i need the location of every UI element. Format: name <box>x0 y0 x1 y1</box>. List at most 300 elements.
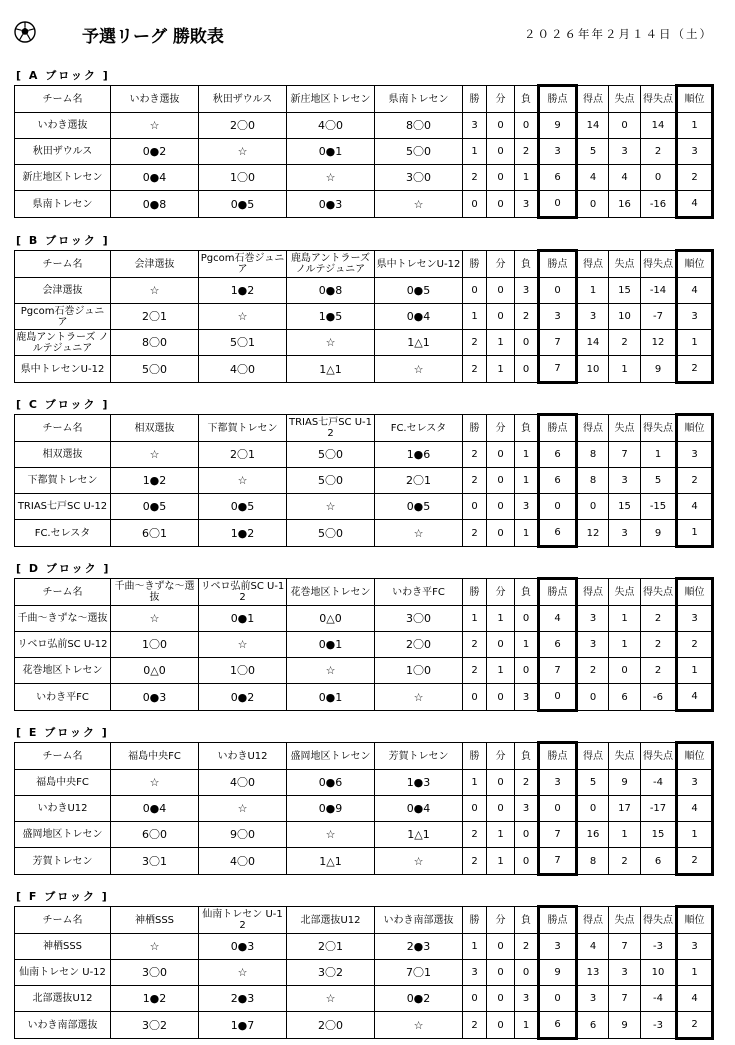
wins-cell: 0 <box>463 796 487 822</box>
rank-cell: 2 <box>677 1012 713 1039</box>
block-c-label: [ C ブロック ] <box>16 398 110 411</box>
losses-header: 負 <box>515 86 539 113</box>
table-row <box>15 822 713 848</box>
table-row <box>15 986 713 1012</box>
result-cell: 1△1 <box>287 848 375 875</box>
draws-cell: 0 <box>487 520 515 547</box>
opponent-header: いわき南部選抜 <box>375 907 463 934</box>
rank-cell: 1 <box>677 822 713 848</box>
goal-difference-cell: 14 <box>641 113 677 139</box>
rank-cell: 3 <box>677 606 713 632</box>
goal-difference-header: 得失点 <box>641 743 677 770</box>
result-cell: 2〇0 <box>287 1012 375 1039</box>
result-cell: 4〇0 <box>199 848 287 875</box>
points-header: 勝点 <box>539 907 577 934</box>
draws-cell: 1 <box>487 606 515 632</box>
points-cell: 0 <box>539 796 577 822</box>
team-name: TRIAS七戸SC U-12 <box>15 494 111 520</box>
goal-difference-cell: 2 <box>641 606 677 632</box>
draws-cell: 0 <box>487 796 515 822</box>
team-name: 相双選抜 <box>15 442 111 468</box>
goal-difference-cell: 2 <box>641 632 677 658</box>
wins-header: 勝 <box>463 415 487 442</box>
result-cell: ☆ <box>287 165 375 191</box>
points-cell: 6 <box>539 442 577 468</box>
page-title: 予選リーグ 勝敗表 <box>82 27 224 47</box>
goal-difference-cell: 2 <box>641 658 677 684</box>
result-cell: 2〇1 <box>199 442 287 468</box>
result-cell: 1●2 <box>199 520 287 547</box>
team-name: 芳賀トレセン <box>15 848 111 875</box>
points-cell: 7 <box>539 658 577 684</box>
goals-for-cell: 4 <box>577 934 609 960</box>
opponent-header: Pgcom石巻ジュニア <box>199 251 287 278</box>
result-cell: 4〇0 <box>199 770 287 796</box>
goals-for-cell: 5 <box>577 139 609 165</box>
losses-cell: 1 <box>515 1012 539 1039</box>
rank-header: 順位 <box>677 743 713 770</box>
goals-for-cell: 3 <box>577 986 609 1012</box>
opponent-header: FC.セレスタ <box>375 415 463 442</box>
result-cell: 0●3 <box>199 934 287 960</box>
goal-difference-cell: 0 <box>641 165 677 191</box>
result-cell: 2〇0 <box>375 632 463 658</box>
result-cell: 1〇0 <box>375 658 463 684</box>
losses-cell: 3 <box>515 796 539 822</box>
wins-cell: 1 <box>463 770 487 796</box>
points-cell: 6 <box>539 468 577 494</box>
opponent-header: 相双選抜 <box>111 415 199 442</box>
result-cell: 1△1 <box>375 822 463 848</box>
result-cell: 8〇0 <box>375 113 463 139</box>
team-name: 新庄地区トレセン <box>15 165 111 191</box>
result-cell: 0△0 <box>111 658 199 684</box>
goal-difference-cell: 10 <box>641 960 677 986</box>
rank-cell: 2 <box>677 468 713 494</box>
losses-header: 負 <box>515 579 539 606</box>
losses-cell: 0 <box>515 606 539 632</box>
result-cell: 0●2 <box>199 684 287 711</box>
goal-difference-cell: 12 <box>641 330 677 356</box>
table-row <box>15 494 713 520</box>
losses-header: 負 <box>515 907 539 934</box>
goals-against-cell: 1 <box>609 822 641 848</box>
result-cell: 7〇1 <box>375 960 463 986</box>
goals-against-cell: 15 <box>609 494 641 520</box>
goal-difference-cell: -17 <box>641 796 677 822</box>
result-cell: 5〇0 <box>287 468 375 494</box>
losses-cell: 2 <box>515 934 539 960</box>
opponent-header: 千曲～きずな～選抜 <box>111 579 199 606</box>
page-header <box>0 0 735 60</box>
result-cell: ☆ <box>375 191 463 218</box>
draws-cell: 0 <box>487 960 515 986</box>
table-row <box>15 356 713 383</box>
rank-cell: 3 <box>677 934 713 960</box>
header-row <box>15 251 713 278</box>
table-row <box>15 796 713 822</box>
goals-for-cell: 3 <box>577 632 609 658</box>
points-cell: 0 <box>539 191 577 218</box>
result-cell: 3〇2 <box>111 1012 199 1039</box>
result-cell: 0●5 <box>199 191 287 218</box>
team-name: 秋田ザウルス <box>15 139 111 165</box>
goals-for-cell: 3 <box>577 606 609 632</box>
opponent-header: いわき選抜 <box>111 86 199 113</box>
wins-cell: 2 <box>463 165 487 191</box>
rank-cell: 3 <box>677 770 713 796</box>
result-cell: 0●4 <box>375 304 463 330</box>
goal-difference-header: 得失点 <box>641 86 677 113</box>
rank-cell: 1 <box>677 658 713 684</box>
result-cell: ☆ <box>287 986 375 1012</box>
result-cell: ☆ <box>375 520 463 547</box>
result-cell: ☆ <box>199 960 287 986</box>
team-column-header: チーム名 <box>15 579 111 606</box>
header-row <box>15 743 713 770</box>
points-cell: 3 <box>539 934 577 960</box>
wins-cell: 0 <box>463 278 487 304</box>
wins-cell: 1 <box>463 934 487 960</box>
goals-against-header: 失点 <box>609 743 641 770</box>
result-cell: 3〇0 <box>111 960 199 986</box>
points-cell: 7 <box>539 822 577 848</box>
goal-difference-cell: -6 <box>641 684 677 711</box>
draws-cell: 0 <box>487 191 515 218</box>
goals-against-cell: 2 <box>609 330 641 356</box>
goals-against-header: 失点 <box>609 251 641 278</box>
result-cell: 1〇0 <box>199 658 287 684</box>
draws-cell: 0 <box>487 113 515 139</box>
rank-cell: 2 <box>677 165 713 191</box>
result-cell: 0●1 <box>199 606 287 632</box>
rank-cell: 4 <box>677 494 713 520</box>
result-cell: 5〇0 <box>287 442 375 468</box>
losses-cell: 0 <box>515 960 539 986</box>
result-cell: 2●3 <box>375 934 463 960</box>
result-cell: 3〇0 <box>375 165 463 191</box>
result-cell: 0●3 <box>287 191 375 218</box>
wins-cell: 1 <box>463 139 487 165</box>
result-cell: 6〇1 <box>111 520 199 547</box>
draws-cell: 1 <box>487 330 515 356</box>
wins-cell: 2 <box>463 356 487 383</box>
block-a-table <box>14 84 714 219</box>
losses-cell: 0 <box>515 330 539 356</box>
table-row <box>15 139 713 165</box>
result-cell: 0●4 <box>111 165 199 191</box>
rank-cell: 2 <box>677 356 713 383</box>
losses-cell: 1 <box>515 442 539 468</box>
goal-difference-cell: -14 <box>641 278 677 304</box>
team-name: 花巻地区トレセン <box>15 658 111 684</box>
goal-difference-header: 得失点 <box>641 251 677 278</box>
table-row <box>15 442 713 468</box>
opponent-header: 県南トレセン <box>375 86 463 113</box>
draws-cell: 0 <box>487 165 515 191</box>
losses-cell: 0 <box>515 822 539 848</box>
goals-for-header: 得点 <box>577 579 609 606</box>
result-cell: 2〇1 <box>111 304 199 330</box>
block-c-table <box>14 413 714 548</box>
table-row <box>15 632 713 658</box>
opponent-header: いわきU12 <box>199 743 287 770</box>
table-row <box>15 165 713 191</box>
event-date: ２０２６年年２月１４日（土） <box>524 27 713 41</box>
points-cell: 6 <box>539 165 577 191</box>
header-row <box>15 415 713 442</box>
goals-against-cell: 1 <box>609 606 641 632</box>
table-row <box>15 468 713 494</box>
goals-against-cell: 1 <box>609 356 641 383</box>
goals-for-cell: 13 <box>577 960 609 986</box>
draws-cell: 0 <box>487 278 515 304</box>
result-cell: 1〇0 <box>199 165 287 191</box>
result-cell: 1●2 <box>199 278 287 304</box>
rank-header: 順位 <box>677 579 713 606</box>
goals-for-header: 得点 <box>577 251 609 278</box>
points-cell: 3 <box>539 770 577 796</box>
result-cell: 1●5 <box>287 304 375 330</box>
result-cell: ☆ <box>111 606 199 632</box>
block-d-label: [ D ブロック ] <box>16 562 111 575</box>
wins-cell: 3 <box>463 960 487 986</box>
losses-cell: 2 <box>515 304 539 330</box>
points-cell: 0 <box>539 684 577 711</box>
table-row <box>15 520 713 547</box>
header-row <box>15 579 713 606</box>
team-name: リベロ弘前SC U-12 <box>15 632 111 658</box>
rank-header: 順位 <box>677 415 713 442</box>
result-cell: 2〇1 <box>375 468 463 494</box>
rank-cell: 1 <box>677 330 713 356</box>
rank-cell: 3 <box>677 304 713 330</box>
rank-cell: 4 <box>677 684 713 711</box>
losses-cell: 0 <box>515 113 539 139</box>
opponent-header: リベロ弘前SC U-12 <box>199 579 287 606</box>
wins-header: 勝 <box>463 907 487 934</box>
opponent-header: いわき平FC <box>375 579 463 606</box>
wins-cell: 2 <box>463 442 487 468</box>
result-cell: 1〇0 <box>111 632 199 658</box>
team-column-header: チーム名 <box>15 251 111 278</box>
result-cell: 1●7 <box>199 1012 287 1039</box>
rank-cell: 1 <box>677 960 713 986</box>
goal-difference-cell: -4 <box>641 770 677 796</box>
draws-cell: 0 <box>487 770 515 796</box>
result-cell: 4〇0 <box>199 356 287 383</box>
goals-for-cell: 8 <box>577 442 609 468</box>
goals-for-cell: 4 <box>577 165 609 191</box>
goals-against-cell: 7 <box>609 986 641 1012</box>
opponent-header: 県中トレセンU-12 <box>375 251 463 278</box>
result-cell: 1△1 <box>287 356 375 383</box>
table-row <box>15 304 713 330</box>
points-cell: 3 <box>539 139 577 165</box>
block-f-table <box>14 905 714 1040</box>
wins-header: 勝 <box>463 743 487 770</box>
result-cell: 5〇0 <box>375 139 463 165</box>
table-row <box>15 658 713 684</box>
goal-difference-cell: -4 <box>641 986 677 1012</box>
team-name: 仙南トレセン U-12 <box>15 960 111 986</box>
goal-difference-cell: 15 <box>641 822 677 848</box>
team-column-header: チーム名 <box>15 907 111 934</box>
draws-header: 分 <box>487 743 515 770</box>
goal-difference-cell: 1 <box>641 442 677 468</box>
result-cell: 0●2 <box>375 986 463 1012</box>
points-cell: 7 <box>539 330 577 356</box>
draws-cell: 1 <box>487 822 515 848</box>
team-name: 盛岡地区トレセン <box>15 822 111 848</box>
opponent-header: 秋田ザウルス <box>199 86 287 113</box>
losses-cell: 1 <box>515 165 539 191</box>
draws-cell: 1 <box>487 658 515 684</box>
goals-against-cell: 10 <box>609 304 641 330</box>
result-cell: 8〇0 <box>111 330 199 356</box>
losses-cell: 3 <box>515 494 539 520</box>
goal-difference-cell: 6 <box>641 848 677 875</box>
result-cell: 2●3 <box>199 986 287 1012</box>
opponent-header: 芳賀トレセン <box>375 743 463 770</box>
block-b-table <box>14 249 714 384</box>
result-cell: 0●4 <box>375 796 463 822</box>
draws-cell: 0 <box>487 468 515 494</box>
team-column-header: チーム名 <box>15 86 111 113</box>
block-b-label: [ B ブロック ] <box>16 234 110 247</box>
wins-cell: 2 <box>463 520 487 547</box>
goals-against-cell: 16 <box>609 191 641 218</box>
wins-cell: 3 <box>463 113 487 139</box>
opponent-header: 新庄地区トレセン <box>287 86 375 113</box>
team-name: 県中トレセンU-12 <box>15 356 111 383</box>
result-cell: ☆ <box>375 1012 463 1039</box>
block-e-table <box>14 741 714 876</box>
goal-difference-header: 得失点 <box>641 415 677 442</box>
wins-cell: 2 <box>463 330 487 356</box>
goals-against-cell: 9 <box>609 770 641 796</box>
result-cell: 0●6 <box>287 770 375 796</box>
result-cell: 3〇1 <box>111 848 199 875</box>
goals-against-header: 失点 <box>609 86 641 113</box>
result-cell: 1△1 <box>375 330 463 356</box>
goals-for-cell: 6 <box>577 1012 609 1039</box>
result-cell: ☆ <box>375 356 463 383</box>
result-cell: ☆ <box>111 442 199 468</box>
result-cell: ☆ <box>375 684 463 711</box>
table-row <box>15 684 713 711</box>
result-cell: 2〇1 <box>287 934 375 960</box>
team-column-header: チーム名 <box>15 743 111 770</box>
losses-cell: 3 <box>515 278 539 304</box>
losses-cell: 2 <box>515 770 539 796</box>
draws-cell: 0 <box>487 632 515 658</box>
goal-difference-header: 得失点 <box>641 579 677 606</box>
points-header: 勝点 <box>539 251 577 278</box>
result-cell: 3〇2 <box>287 960 375 986</box>
wins-cell: 2 <box>463 468 487 494</box>
result-cell: 0●1 <box>287 139 375 165</box>
goals-for-cell: 1 <box>577 278 609 304</box>
goals-for-cell: 0 <box>577 494 609 520</box>
result-cell: 5〇0 <box>111 356 199 383</box>
goals-for-header: 得点 <box>577 907 609 934</box>
losses-cell: 3 <box>515 986 539 1012</box>
points-cell: 9 <box>539 960 577 986</box>
team-name: 下都賀トレセン <box>15 468 111 494</box>
points-cell: 0 <box>539 494 577 520</box>
result-cell: 2〇0 <box>199 113 287 139</box>
goals-against-header: 失点 <box>609 415 641 442</box>
goals-for-cell: 14 <box>577 330 609 356</box>
goals-for-cell: 2 <box>577 658 609 684</box>
goals-against-cell: 3 <box>609 468 641 494</box>
header-row <box>15 907 713 934</box>
team-name: 県南トレセン <box>15 191 111 218</box>
losses-cell: 1 <box>515 468 539 494</box>
table-row <box>15 191 713 218</box>
team-name: 千曲～きずな～選抜 <box>15 606 111 632</box>
goal-difference-cell: -7 <box>641 304 677 330</box>
goals-against-cell: 3 <box>609 520 641 547</box>
block-d-table <box>14 577 714 712</box>
points-cell: 4 <box>539 606 577 632</box>
draws-cell: 0 <box>487 684 515 711</box>
result-cell: 0△0 <box>287 606 375 632</box>
points-header: 勝点 <box>539 579 577 606</box>
goals-for-cell: 10 <box>577 356 609 383</box>
goal-difference-cell: -3 <box>641 934 677 960</box>
result-cell: ☆ <box>199 632 287 658</box>
losses-cell: 1 <box>515 632 539 658</box>
table-row <box>15 606 713 632</box>
result-cell: 0●1 <box>287 632 375 658</box>
wins-cell: 0 <box>463 494 487 520</box>
rank-cell: 4 <box>677 278 713 304</box>
points-cell: 6 <box>539 1012 577 1039</box>
rank-cell: 1 <box>677 520 713 547</box>
result-cell: ☆ <box>287 494 375 520</box>
rank-cell: 1 <box>677 113 713 139</box>
result-cell: 0●5 <box>375 278 463 304</box>
opponent-header: 花巻地区トレセン <box>287 579 375 606</box>
goal-difference-cell: 9 <box>641 356 677 383</box>
goal-difference-header: 得失点 <box>641 907 677 934</box>
goals-for-cell: 0 <box>577 684 609 711</box>
team-name: 鹿島アントラーズ ノルテジュニア <box>16 331 109 354</box>
losses-cell: 0 <box>515 848 539 875</box>
draws-header: 分 <box>487 415 515 442</box>
points-cell: 7 <box>539 356 577 383</box>
goals-against-cell: 7 <box>609 442 641 468</box>
goals-for-cell: 14 <box>577 113 609 139</box>
draws-header: 分 <box>487 579 515 606</box>
team-name: Pgcom石巻ジュニア <box>15 304 111 330</box>
goals-against-cell: 7 <box>609 934 641 960</box>
table-row <box>15 934 713 960</box>
losses-header: 負 <box>515 251 539 278</box>
result-cell: 0●8 <box>111 191 199 218</box>
result-cell: 3〇0 <box>375 606 463 632</box>
rank-header: 順位 <box>677 86 713 113</box>
rank-cell: 3 <box>677 442 713 468</box>
points-header: 勝点 <box>539 415 577 442</box>
result-cell: ☆ <box>111 113 199 139</box>
rank-cell: 4 <box>677 796 713 822</box>
opponent-header: 福島中央FC <box>111 743 199 770</box>
losses-header: 負 <box>515 743 539 770</box>
goals-against-cell: 15 <box>609 278 641 304</box>
